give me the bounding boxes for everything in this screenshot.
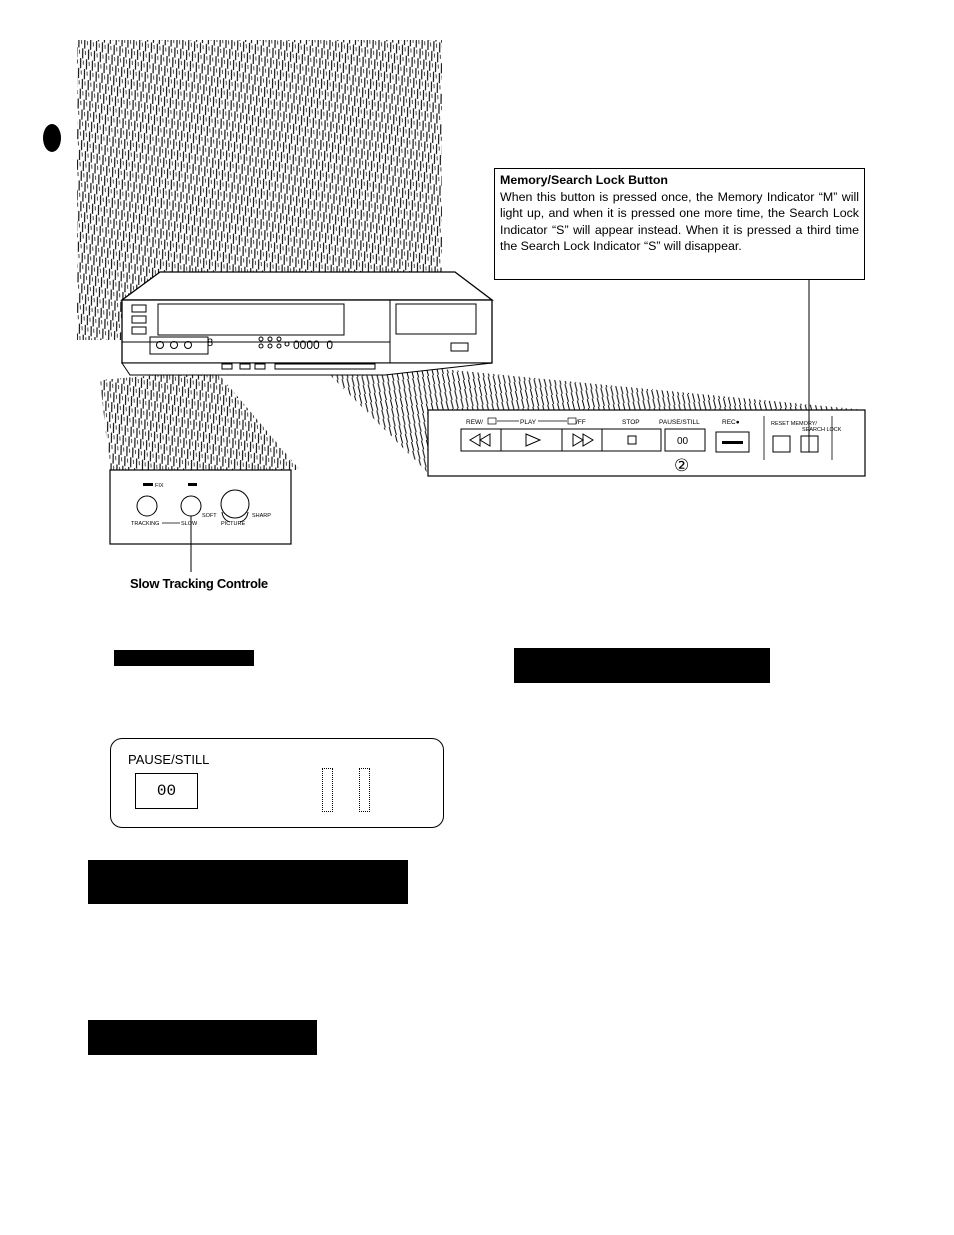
- inset-pause-still-label: PAUSE/STILL: [128, 752, 210, 767]
- inset-display-digit-1: [322, 768, 333, 812]
- svg-text:REC●: REC●: [722, 419, 740, 426]
- tracking-panel: [110, 470, 291, 544]
- front-panel: [428, 410, 865, 476]
- play-button[interactable]: [501, 429, 562, 451]
- vcr-illustration: [0, 0, 954, 600]
- svg-text:PAUSE/STILL: PAUSE/STILL: [659, 419, 700, 426]
- svg-text:RESET MEMORY/: RESET MEMORY/: [771, 421, 817, 427]
- svg-text:SLOW: SLOW: [181, 521, 198, 527]
- vcr-body: [122, 272, 492, 375]
- reset-button[interactable]: [773, 436, 790, 452]
- redacted-heading-3: [88, 860, 408, 904]
- callout-title: Memory/Search Lock Button: [500, 173, 668, 187]
- svg-text:REW/: REW/: [466, 419, 483, 426]
- svg-text:FIX: FIX: [155, 483, 164, 489]
- pause-icon: 00: [677, 436, 689, 447]
- rew-button[interactable]: [461, 429, 501, 451]
- callout-body: When this button is pressed once, the Memory Indicator “M” will light up, and when it is pressed one more time, the Search Lock Indicator “S” will appear instead. When it is pressed a third time the Search Lock Indicator “S” will disappear.: [500, 189, 859, 253]
- vcr-channel-digit: 8: [207, 337, 214, 349]
- memory-search-lock-callout: [494, 168, 865, 280]
- redacted-heading-1: [114, 650, 254, 666]
- binding-dot: [43, 124, 61, 152]
- svg-text:STOP: STOP: [622, 419, 640, 426]
- redacted-heading-4: [88, 1020, 317, 1055]
- svg-text:PLAY: PLAY: [520, 419, 537, 426]
- hatched-projection-left: [100, 370, 300, 470]
- callout-number: ②: [674, 456, 690, 475]
- svg-text:SEARCH LOCK: SEARCH LOCK: [802, 427, 842, 433]
- inset-display-digit-2: [359, 768, 370, 812]
- svg-text:/FF: /FF: [576, 419, 586, 426]
- svg-text:SOFT: SOFT: [202, 513, 217, 519]
- picture-knob[interactable]: [221, 490, 249, 518]
- ff-button[interactable]: [562, 429, 602, 451]
- svg-text:SHARP: SHARP: [252, 513, 271, 519]
- pause-icon: 00: [156, 782, 177, 800]
- svg-text:PICTURE: PICTURE: [221, 521, 246, 527]
- stop-button[interactable]: [602, 429, 661, 451]
- inset-pause-still-button[interactable]: [135, 773, 198, 809]
- svg-text:TRACKING: TRACKING: [131, 521, 160, 527]
- tracking-fix-knob[interactable]: [137, 496, 157, 516]
- vcr-counter-display: 0000 0: [293, 338, 334, 352]
- slow-tracking-knob[interactable]: [181, 496, 201, 516]
- redacted-heading-2: [514, 648, 770, 683]
- slow-tracking-label: Slow Tracking Controle: [130, 576, 268, 591]
